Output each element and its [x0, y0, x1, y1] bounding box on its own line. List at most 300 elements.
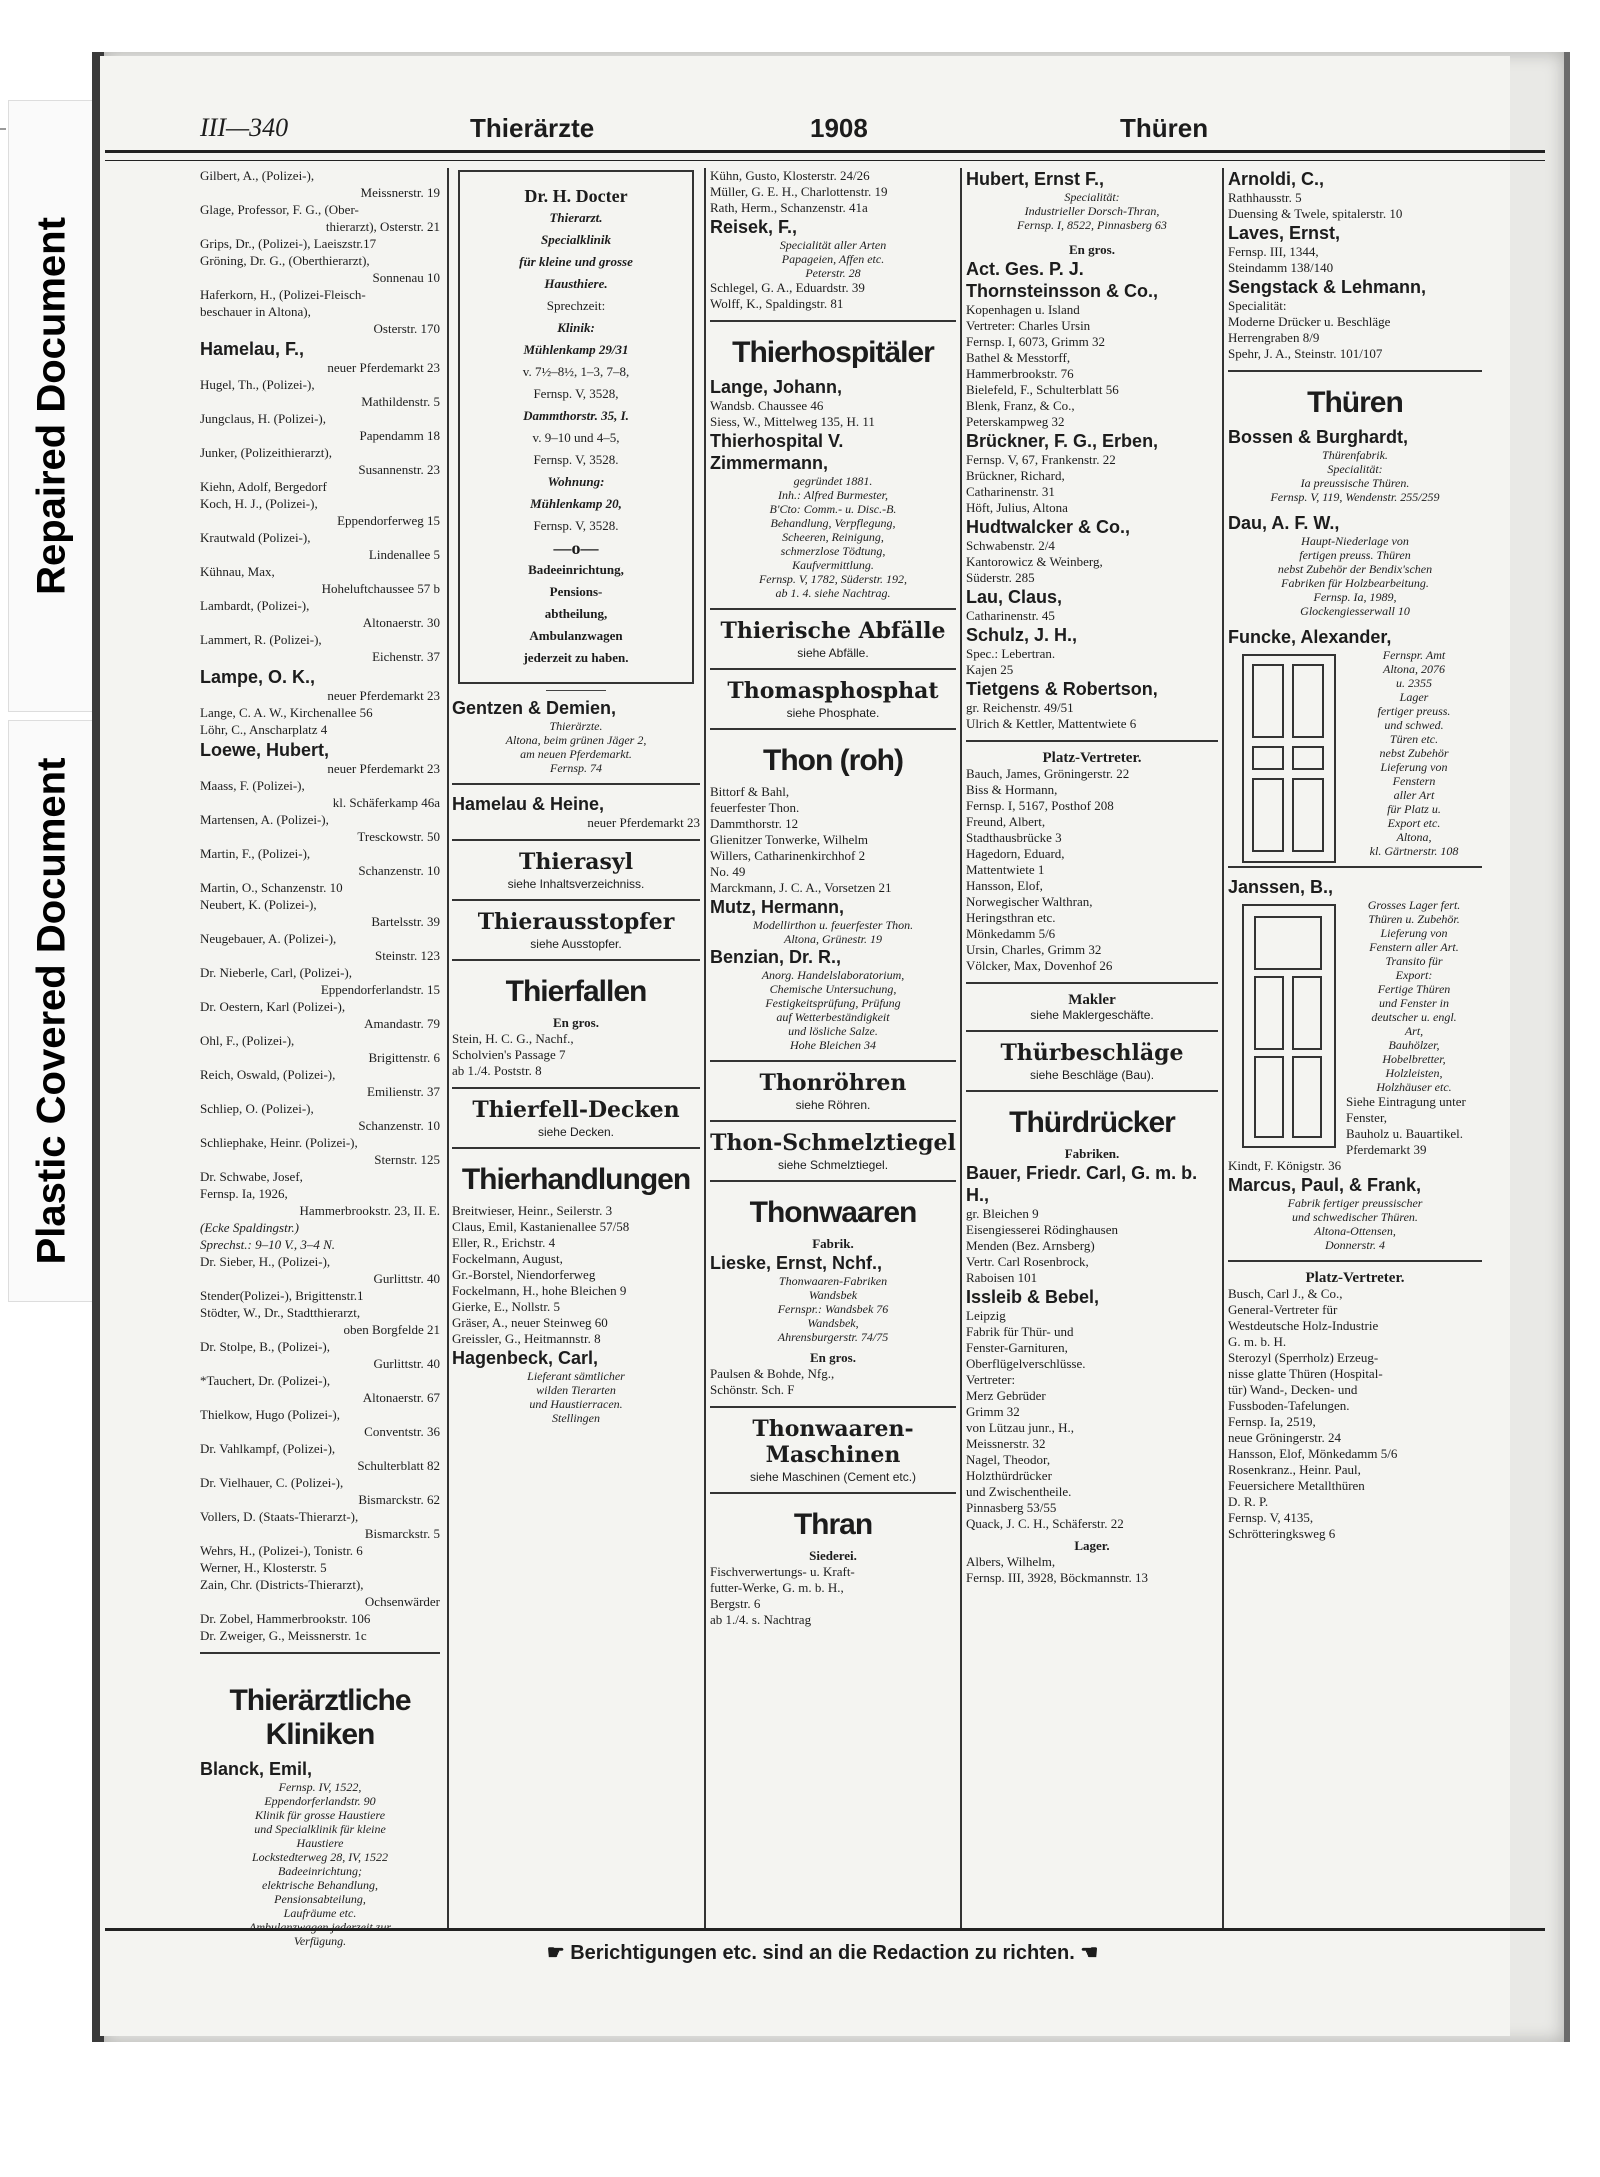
entry-line: Mathildenstr. 5 — [361, 394, 440, 409]
entry-line: Amandastr. 79 — [364, 1016, 440, 1031]
entry-line: Susannenstr. 23 — [358, 462, 440, 477]
entry-line: Stödter, W., Dr., Stadtthierarzt, — [200, 1305, 361, 1320]
text-line: u. 2355 — [1396, 676, 1432, 690]
text-line: Fenster-Garnituren, — [966, 1340, 1068, 1355]
entry-line: Kiehn, Adolf, Bergedorf — [200, 479, 327, 494]
text-line: Thierärzte. — [549, 719, 603, 733]
entry-line: Dr. Schwabe, Josef, — [200, 1169, 303, 1184]
entry-name-benzian: Benzian, Dr. R., — [710, 947, 842, 967]
entry-name-lieske: Lieske, Ernst, Nchf., — [710, 1253, 883, 1273]
text-line: und Zwischentheile. — [966, 1484, 1072, 1499]
text-line: Siess, W., Mittelweg 135, H. 11 — [710, 414, 875, 429]
entry-line: Altonaerstr. 67 — [362, 1390, 440, 1405]
page-number: III—340 — [200, 113, 289, 142]
entry-name: Hamelau, F., — [200, 339, 305, 359]
text-line: Hagedorn, Eduard, — [966, 846, 1065, 861]
column-4 — [966, 168, 1218, 1928]
entry-line: kl. Schäferkamp 46a — [332, 795, 440, 810]
text-line: Altona, 2076 — [1383, 662, 1445, 676]
text-line: und Specialklinik für kleine — [254, 1822, 386, 1836]
text-line: Marckmann, J. C. A., Vorsetzen 21 — [710, 880, 892, 895]
entry-line: Vollers, D. (Staats-Thierarzt-), — [200, 1509, 359, 1524]
tab-repaired-document — [8, 100, 96, 712]
text-line: Mönkedamm 5/6 — [966, 926, 1056, 941]
entry-line: Zain, Chr. (Districts-Thierarzt), — [200, 1577, 364, 1592]
ad-line: Badeeinrichtung, — [528, 562, 624, 577]
entry-line: Maass, F. (Polizei-), — [200, 778, 305, 793]
entry-name-dau: Dau, A. F. W., — [1228, 513, 1340, 533]
section-rule — [200, 1652, 440, 1654]
separator — [1228, 370, 1482, 372]
text-line: Thüren u. Zubehör. — [1368, 912, 1460, 926]
text-line: Bauholz u. Bauartikel. — [1346, 1126, 1463, 1141]
entry-line: thierarzt), Osterstr. 21 — [325, 219, 440, 234]
column-1 — [200, 168, 440, 1948]
subheading-siederei: Siederei. — [809, 1548, 857, 1563]
blanck-details — [200, 1780, 440, 1948]
text-line: Verfügung. — [293, 1934, 347, 1948]
section-title-thierfallen: Thierfallen — [505, 975, 647, 1008]
text-line: Specialität aller Arten — [779, 238, 887, 252]
subheading-fabriken: Fabriken. — [1064, 1146, 1120, 1161]
text-line: tür) Wand-, Decken- und — [1228, 1382, 1358, 1397]
heading-thierische-abfaelle: Thierische Abfälle — [720, 618, 946, 644]
text-line: Fernsp. III, 3928, Böckmannstr. 13 — [966, 1570, 1148, 1585]
entry-line: Martin, F., (Polizei-), — [200, 846, 311, 861]
heading-thierfell-decken: Thierfell-Decken — [472, 1097, 680, 1123]
column-divider — [1222, 168, 1224, 1928]
text-line: Türen etc. — [1389, 732, 1439, 746]
text-line: Pinnasberg 53/55 — [966, 1500, 1057, 1515]
entry-line: Werner, H., Klosterstr. 5 — [200, 1560, 327, 1575]
text-line: Bergstr. 6 — [710, 1596, 761, 1611]
entry-line: Dr. Sieber, H., (Polizei-), — [200, 1254, 331, 1269]
thierhandlungen-entries — [452, 1203, 700, 1347]
text-line: Peterskampweg 32 — [966, 414, 1065, 429]
repaired-document-label: Repaired Document — [29, 217, 74, 595]
text-line: am neuen Pferdemarkt. — [520, 747, 632, 761]
entry-line: Reich, Oswald, (Polizei-), — [200, 1067, 336, 1082]
text-line: Pferdemarkt 39 — [1346, 1142, 1427, 1157]
separator — [710, 668, 956, 670]
text-line: Catharinenstr. 45 — [966, 608, 1055, 623]
entry-name-marcus: Marcus, Paul, & Frank, — [1228, 1175, 1422, 1195]
text-line: und schwedischer Thüren. — [1292, 1210, 1418, 1224]
text-line: Altona, beim grünen Jäger 2, — [505, 733, 647, 747]
entry-line: oben Borgfelde 21 — [343, 1322, 440, 1337]
ad-line: Klinik: — [557, 320, 595, 335]
text-line: neue Gröningerstr. 24 — [1228, 1430, 1342, 1445]
text-line: Transito für — [1385, 954, 1443, 968]
text-line: Fischverwertungs- u. Kraft- — [710, 1564, 855, 1579]
see-reference: siehe Phosphate. — [786, 706, 880, 720]
text-line: Gräser, A., neuer Steinweg 60 — [452, 1315, 608, 1330]
entry-line: Neubert, K. (Polizei-), — [200, 897, 317, 912]
entries-group — [966, 350, 1218, 430]
page-footer — [100, 1940, 1545, 1965]
entry-name-laves: Laves, Ernst, — [1228, 223, 1341, 243]
side-labels — [0, 40, 100, 1265]
entry-line: Lammert, R. (Polizei-), — [200, 632, 322, 647]
benzian-details — [710, 968, 956, 1052]
issleib-details — [966, 1308, 1218, 1532]
hamelau-address: neuer Pferdemarkt 23 — [587, 815, 700, 830]
text-line: Nagel, Theodor, — [966, 1452, 1051, 1467]
text-line: gr. Bleichen 9 — [966, 1206, 1039, 1221]
text-line: Klinik für grosse Haustiere — [254, 1808, 386, 1822]
text-line: ab 1. 4. siehe Nachtrag. — [775, 586, 891, 600]
entry-line: Sprechst.: 9–10 V., 3–4 N. — [200, 1237, 336, 1252]
entry-name-issleib: Issleib & Bebel, — [966, 1287, 1100, 1307]
text-line: Behandlung, Verpflegung, — [770, 516, 896, 530]
text-line: Fertige Thüren — [1377, 982, 1451, 996]
veterinarian-list — [200, 168, 440, 1644]
text-line: Fernsp. 74 — [550, 761, 602, 775]
entry-line: Stender(Polizei-), Brigittenstr.1 — [200, 1288, 364, 1303]
text-line: ab 1./4. Poststr. 8 — [452, 1063, 542, 1078]
text-line: Süderstr. 285 — [966, 570, 1035, 585]
text-line: Lieferant sämtlicher — [527, 1369, 625, 1383]
text-line: Fernsp. V, 119, Wendenstr. 255/259 — [1270, 490, 1440, 504]
text-line: Art, — [1404, 1024, 1424, 1038]
entry-line: Dr. Zobel, Hammerbrookstr. 106 — [200, 1611, 371, 1626]
text-line: Kindt, F. Königstr. 36 — [1228, 1158, 1342, 1173]
text-line: Haustiere — [296, 1836, 344, 1850]
text-line: elektrische Behandlung, — [262, 1878, 378, 1892]
entry-name: Loewe, Hubert, — [200, 740, 330, 760]
entry-name-thierhospital: Thierhospital V. Zimmermann, — [710, 431, 844, 473]
text-line: Rathhausstr. 5 — [1228, 190, 1302, 205]
separator — [966, 982, 1218, 984]
text-line: Fernsp. Ia, 1989, — [1313, 590, 1397, 604]
text-line: nebst Zubehör der Bendix'schen — [1277, 562, 1433, 576]
entry-line: Krautwald (Polizei-), — [200, 530, 311, 545]
dau-details — [1228, 534, 1482, 618]
section-title-thueren: Thüren — [1307, 386, 1403, 419]
entry-line: Hugel, Th., (Polizei-), — [200, 377, 315, 392]
janssen-ad — [1228, 898, 1482, 1094]
lieske-details — [710, 1274, 956, 1344]
text-line: Eller, R., Erichstr. 4 — [452, 1235, 556, 1250]
hagenbeck-details — [452, 1369, 700, 1425]
text-line: Papageien, Affen etc. — [781, 252, 885, 266]
section-title-thon: Thon (roh) — [763, 744, 903, 777]
text-line: Norwegischer Walthran, — [966, 894, 1093, 909]
section-title-thierhospitaeler: Thierhospitäler — [732, 336, 934, 369]
text-line: gegründet 1881. — [793, 474, 873, 488]
text-line: Busch, Carl J., & Co., — [1228, 1286, 1343, 1301]
entry-line: Kühnau, Max, — [200, 564, 275, 579]
see-reference: siehe Decken. — [537, 1125, 615, 1139]
text-line: Laufräume etc. — [283, 1906, 357, 1920]
header-rule-thin — [105, 160, 1545, 161]
text-line: Donnerstr. 4 — [1324, 1238, 1385, 1252]
text-line: Bielefeld, F., Schulterblatt 56 — [966, 382, 1119, 397]
text-line: Fabrik für Thür- und — [966, 1324, 1074, 1339]
text-line: Fenstern aller Art. — [1369, 940, 1459, 954]
text-line: gr. Reichenstr. 49/51 — [966, 700, 1074, 715]
text-line: Oberflügelverschlüsse. — [966, 1356, 1086, 1371]
subheading-platz-vertreter: Platz-Vertreter. — [1305, 1270, 1405, 1286]
text-line: Export etc. — [1387, 816, 1441, 830]
text-line: Specialität: — [1228, 298, 1287, 313]
text-line: Lockstedterweg 28, IV, 1522 — [251, 1850, 389, 1864]
entry-line: Dr. Vielhauer, C. (Polizei-), — [200, 1475, 344, 1490]
entry-line: Gurlittstr. 40 — [373, 1271, 440, 1286]
text-line: Greissler, G., Heitmannstr. 8 — [452, 1331, 601, 1346]
hubert-details — [966, 190, 1218, 232]
separator — [710, 1406, 956, 1408]
text-line: Stadthausbrücke 3 — [966, 830, 1062, 845]
text-line: nisse glatte Thüren (Hospital- — [1228, 1366, 1383, 1381]
text-line: Mattentwiete 1 — [966, 862, 1045, 877]
act-details — [966, 302, 1218, 350]
text-line: Sterozyl (Sperrholz) Erzeug- — [1228, 1350, 1379, 1365]
entry-line: Hoheluftchaussee 57 b — [321, 581, 440, 596]
text-line: und Fenster in — [1379, 996, 1449, 1010]
text-line: Fockelmann, H., hohe Bleichen 9 — [452, 1283, 627, 1298]
entry-name-funcke: Funcke, Alexander, — [1228, 627, 1392, 647]
text-line: Leipzig — [966, 1308, 1006, 1323]
entry-line: Ohl, F., (Polizei-), — [200, 1033, 295, 1048]
entry-name-janssen: Janssen, B., — [1228, 877, 1334, 897]
entry-line: Papendamm 18 — [359, 428, 440, 443]
separator — [710, 728, 956, 730]
lau-details — [966, 608, 1218, 624]
entry-name-hamelau-heine: Hamelau & Heine, — [452, 794, 605, 814]
text-line: Kajen 25 — [966, 662, 1014, 677]
entry-line: Eppendorferweg 15 — [337, 513, 440, 528]
see-reference: siehe Abfälle. — [797, 646, 869, 660]
section-title-thran: Thran — [793, 1508, 873, 1541]
separator — [966, 740, 1218, 742]
tab-plastic-covered-document — [8, 720, 96, 1302]
text-line: Vertreter: Charles Ursin — [966, 318, 1091, 333]
entry-line: Thielkow, Hugo (Polizei-), — [200, 1407, 340, 1422]
column-2 — [452, 168, 700, 1928]
text-line: Fernsp. V, 1782, Süderstr. 192, — [758, 572, 908, 586]
entry-line: Fernsp. Ia, 1926, — [200, 1186, 288, 1201]
text-line: Altona-Ottensen, — [1314, 1224, 1396, 1238]
text-line: Feuersichere Metallthüren — [1228, 1478, 1365, 1493]
see-reference: siehe Beschläge (Bau). — [1029, 1068, 1155, 1082]
entry-line: Osterstr. 170 — [373, 321, 440, 336]
text-line: Herrengraben 8/9 — [1228, 330, 1320, 345]
lange-details — [710, 398, 956, 430]
entry-line: Neugebauer, A. (Polizei-), — [200, 931, 337, 946]
text-line: Stein, H. C. G., Nachf., — [452, 1031, 574, 1046]
header-rule — [105, 150, 1545, 153]
text-line: Wolff, K., Spaldingstr. 81 — [710, 296, 844, 311]
thierfallen-entries — [452, 1031, 700, 1079]
entry-line: Löhr, C., Anscharplatz 4 — [200, 722, 328, 737]
entry-line: Dr. Stolpe, B., (Polizei-), — [200, 1339, 330, 1354]
separator — [452, 1147, 700, 1149]
section-title-thuerdruecker: Thürdrücker — [1009, 1106, 1175, 1139]
text-line: Ahrensburgerstr. 74/75 — [777, 1330, 889, 1344]
text-line: Holzleisten, — [1385, 1066, 1443, 1080]
entry-name-mutz: Mutz, Hermann, — [710, 897, 845, 917]
separator — [710, 320, 956, 322]
entry-line: Bartelsstr. 39 — [371, 914, 440, 929]
separator — [452, 959, 700, 961]
text-line: wilden Tierarten — [536, 1383, 616, 1397]
text-line: Ursin, Charles, Grimm 32 — [966, 942, 1102, 957]
see-reference: siehe Röhren. — [795, 1098, 871, 1112]
text-line: Haupt-Niederlage von — [1301, 534, 1409, 548]
text-line: Pensionsabteilung, — [274, 1892, 366, 1906]
thran-entries — [710, 1564, 956, 1628]
entry-line: Lambardt, (Polizei-), — [200, 598, 310, 613]
entry-line: Steinstr. 123 — [374, 948, 440, 963]
text-line: Raboisen 101 — [966, 1270, 1038, 1285]
text-line: General-Vertreter für — [1228, 1302, 1338, 1317]
subheading-lager: Lager. — [1074, 1538, 1110, 1553]
entry-line: Altonaerstr. 30 — [362, 615, 440, 630]
text-line: Moderne Drücker u. Beschläge — [1228, 314, 1391, 329]
entry-line: Junker, (Polizeithierarzt), — [200, 445, 332, 460]
text-line: Holzhäuser etc. — [1376, 1080, 1452, 1094]
text-line: Thürenfabrik. — [1322, 448, 1388, 462]
ad-line: Fernsp. V, 3528. — [533, 518, 619, 533]
sengstack-details — [1228, 298, 1482, 362]
heading-thierasyl: Thierasyl — [518, 849, 634, 875]
text-line: Altona, — [1396, 830, 1432, 844]
text-line: Claus, Emil, Kastanienallee 57/58 — [452, 1219, 630, 1234]
entry-line: Koch, H. J., (Polizei-), — [200, 496, 318, 511]
text-line: Fernspr. Amt — [1382, 648, 1446, 662]
text-line: Glienitzer Tonwerke, Wilhelm — [710, 832, 869, 847]
arnoldi-details — [1228, 190, 1482, 222]
text-line: Vertr. Carl Rosenbrock, — [966, 1254, 1089, 1269]
text-line: Schwabenstr. 2/4 — [966, 538, 1055, 553]
entry-name-lange: Lange, Johann, — [710, 377, 843, 397]
entry-line: *Tauchert, Dr. (Polizei-), — [200, 1373, 331, 1388]
column-divider — [704, 168, 706, 1928]
reisek-details — [710, 238, 956, 280]
text-line: Spec.: Lebertran. — [966, 646, 1056, 661]
text-line: Holzthürdrücker — [966, 1468, 1052, 1483]
top-entries — [710, 168, 956, 216]
separator — [710, 1120, 956, 1122]
entry-line: Hammerbrookstr. 23, II. E. — [299, 1203, 440, 1218]
entry-name-hudtwalcker: Hudtwalcker & Co., — [966, 517, 1131, 537]
ad-line: Fernsp. V, 3528. — [533, 452, 619, 467]
text-line: Fernsp. V, 4135, — [1228, 1510, 1314, 1525]
entry-name-brueckner: Brückner, F. G., Erben, — [966, 431, 1159, 451]
separator — [452, 783, 700, 785]
page-header — [100, 113, 1545, 143]
ad-line: Dammthorstr. 35, I. — [523, 408, 629, 423]
text-line: Fockelmann, August, — [452, 1251, 563, 1266]
entry-line: Gurlittstr. 40 — [373, 1356, 440, 1371]
ad-line: Sprechzeit: — [546, 298, 606, 313]
text-line: Thonwaaren-Fabriken — [778, 1274, 888, 1288]
entry-name-tietgens: Tietgens & Robertson, — [966, 679, 1158, 699]
text-line: Hansson, Elof, — [966, 878, 1043, 893]
text-line: Schönstr. Sch. F — [710, 1382, 795, 1397]
text-line: Hammerbrookstr. 76 — [966, 366, 1074, 381]
text-line: No. 49 — [710, 864, 746, 879]
text-line: Wandsbek — [808, 1288, 858, 1302]
text-line: Steindamm 138/140 — [1228, 260, 1334, 275]
separator — [710, 1492, 956, 1494]
text-line: Peterstr. 28 — [805, 266, 861, 280]
text-line: Fernsp. IV, 1522, — [278, 1780, 362, 1794]
entry-line: Schanzenstr. 10 — [358, 863, 440, 878]
text-line: Quack, J. C. H., Schäferstr. 22 — [966, 1516, 1124, 1531]
text-line: Höft, Julius, Altona — [966, 500, 1068, 515]
text-line: Albers, Wilhelm, — [966, 1554, 1056, 1569]
text-line: Paulsen & Bohde, Nfg., — [710, 1366, 835, 1381]
text-line: Bauch, James, Gröningerstr. 22 — [966, 766, 1130, 781]
text-line: für Platz u. — [1387, 802, 1441, 816]
text-line: Fernsp. III, 1344, — [1228, 244, 1319, 259]
text-line: Ambulanzwagen jederzeit zur — [249, 1920, 391, 1934]
separator — [710, 608, 956, 610]
text-line: Fernsp. I, 8522, Pinnasberg 63 — [1017, 218, 1167, 232]
entry-line: Eppendorferlandstr. 15 — [320, 982, 440, 997]
entry-line: Eichenstr. 37 — [372, 649, 440, 664]
text-line: schmerzlose Tödtung, — [780, 544, 886, 558]
text-line: feuerfester Thon. — [710, 800, 800, 815]
entry-line: Sternstr. 125 — [374, 1152, 440, 1167]
column-3 — [710, 168, 956, 1928]
ad-line: für kleine und grosse — [519, 254, 633, 269]
platz-entries — [966, 766, 1218, 974]
column-5 — [1228, 168, 1482, 1928]
text-line: Scholvien's Passage 7 — [452, 1047, 566, 1062]
entry-name-arnoldi: Arnoldi, C., — [1228, 169, 1324, 189]
text-line: Spehr, J. A., Steinstr. 101/107 — [1228, 346, 1383, 361]
subheading-en-gros: En gros. — [1069, 242, 1115, 257]
entry-line: Emilienstr. 37 — [367, 1084, 440, 1099]
text-line: kl. Gärtnerstr. 108 — [1369, 844, 1459, 858]
marcus-details — [1228, 1196, 1482, 1252]
text-line: Eisengiesserei Rödinghausen — [966, 1222, 1118, 1237]
section-title-thonwaaren: Thonwaaren — [749, 1196, 917, 1229]
text-line: auf Wetterbeständigkeit — [776, 1010, 890, 1024]
ad-line: Hausthiere. — [544, 276, 608, 291]
entry-line: Bismarckstr. 62 — [358, 1492, 440, 1507]
text-line: Kantorowicz & Weinberg, — [966, 554, 1103, 569]
text-line: G. m. b. H. — [1228, 1334, 1287, 1349]
text-line: B'Cto: Comm.- u. Disc.-B. — [769, 502, 897, 516]
text-line: Breitwieser, Heinr., Seilerstr. 3 — [452, 1203, 613, 1218]
docter-advertisement — [458, 170, 694, 684]
entry-line: Schanzenstr. 10 — [358, 1118, 440, 1133]
entry-name-blanck: Blanck, Emil, — [200, 1759, 313, 1779]
ad-line: —o— — [553, 538, 599, 558]
see-reference: siehe Ausstopfer. — [530, 937, 622, 951]
laves-details — [1228, 244, 1482, 276]
ad-line: Mühlenkamp 20, — [530, 496, 622, 511]
text-line: Gierke, E., Nollstr. 5 — [452, 1299, 560, 1314]
entry-line: Dr. Zweiger, G., Meissnerstr. 1c — [200, 1628, 367, 1643]
text-line: nebst Zubehör — [1379, 746, 1449, 760]
text-line: Lieferung von — [1380, 760, 1448, 774]
text-line: futter-Werke, G. m. b. H., — [710, 1580, 844, 1595]
text-line: Wandsb. Chaussee 46 — [710, 398, 824, 413]
text-line: Fernspr.: Wandsbek 76 — [777, 1302, 889, 1316]
text-line: Fabriken für Holzbearbeitung. — [1281, 576, 1429, 590]
bossen-details — [1228, 448, 1482, 504]
text-line: deutscher u. engl. — [1371, 1010, 1457, 1024]
text-line: Altona, Grünestr. 19 — [783, 932, 882, 946]
entry-name-schulz: Schulz, J. H., — [966, 625, 1078, 645]
see-reference: siehe Maklergeschäfte. — [1030, 1008, 1154, 1022]
text-line: Siehe Eintragung unter Fenster, — [1346, 1094, 1466, 1125]
